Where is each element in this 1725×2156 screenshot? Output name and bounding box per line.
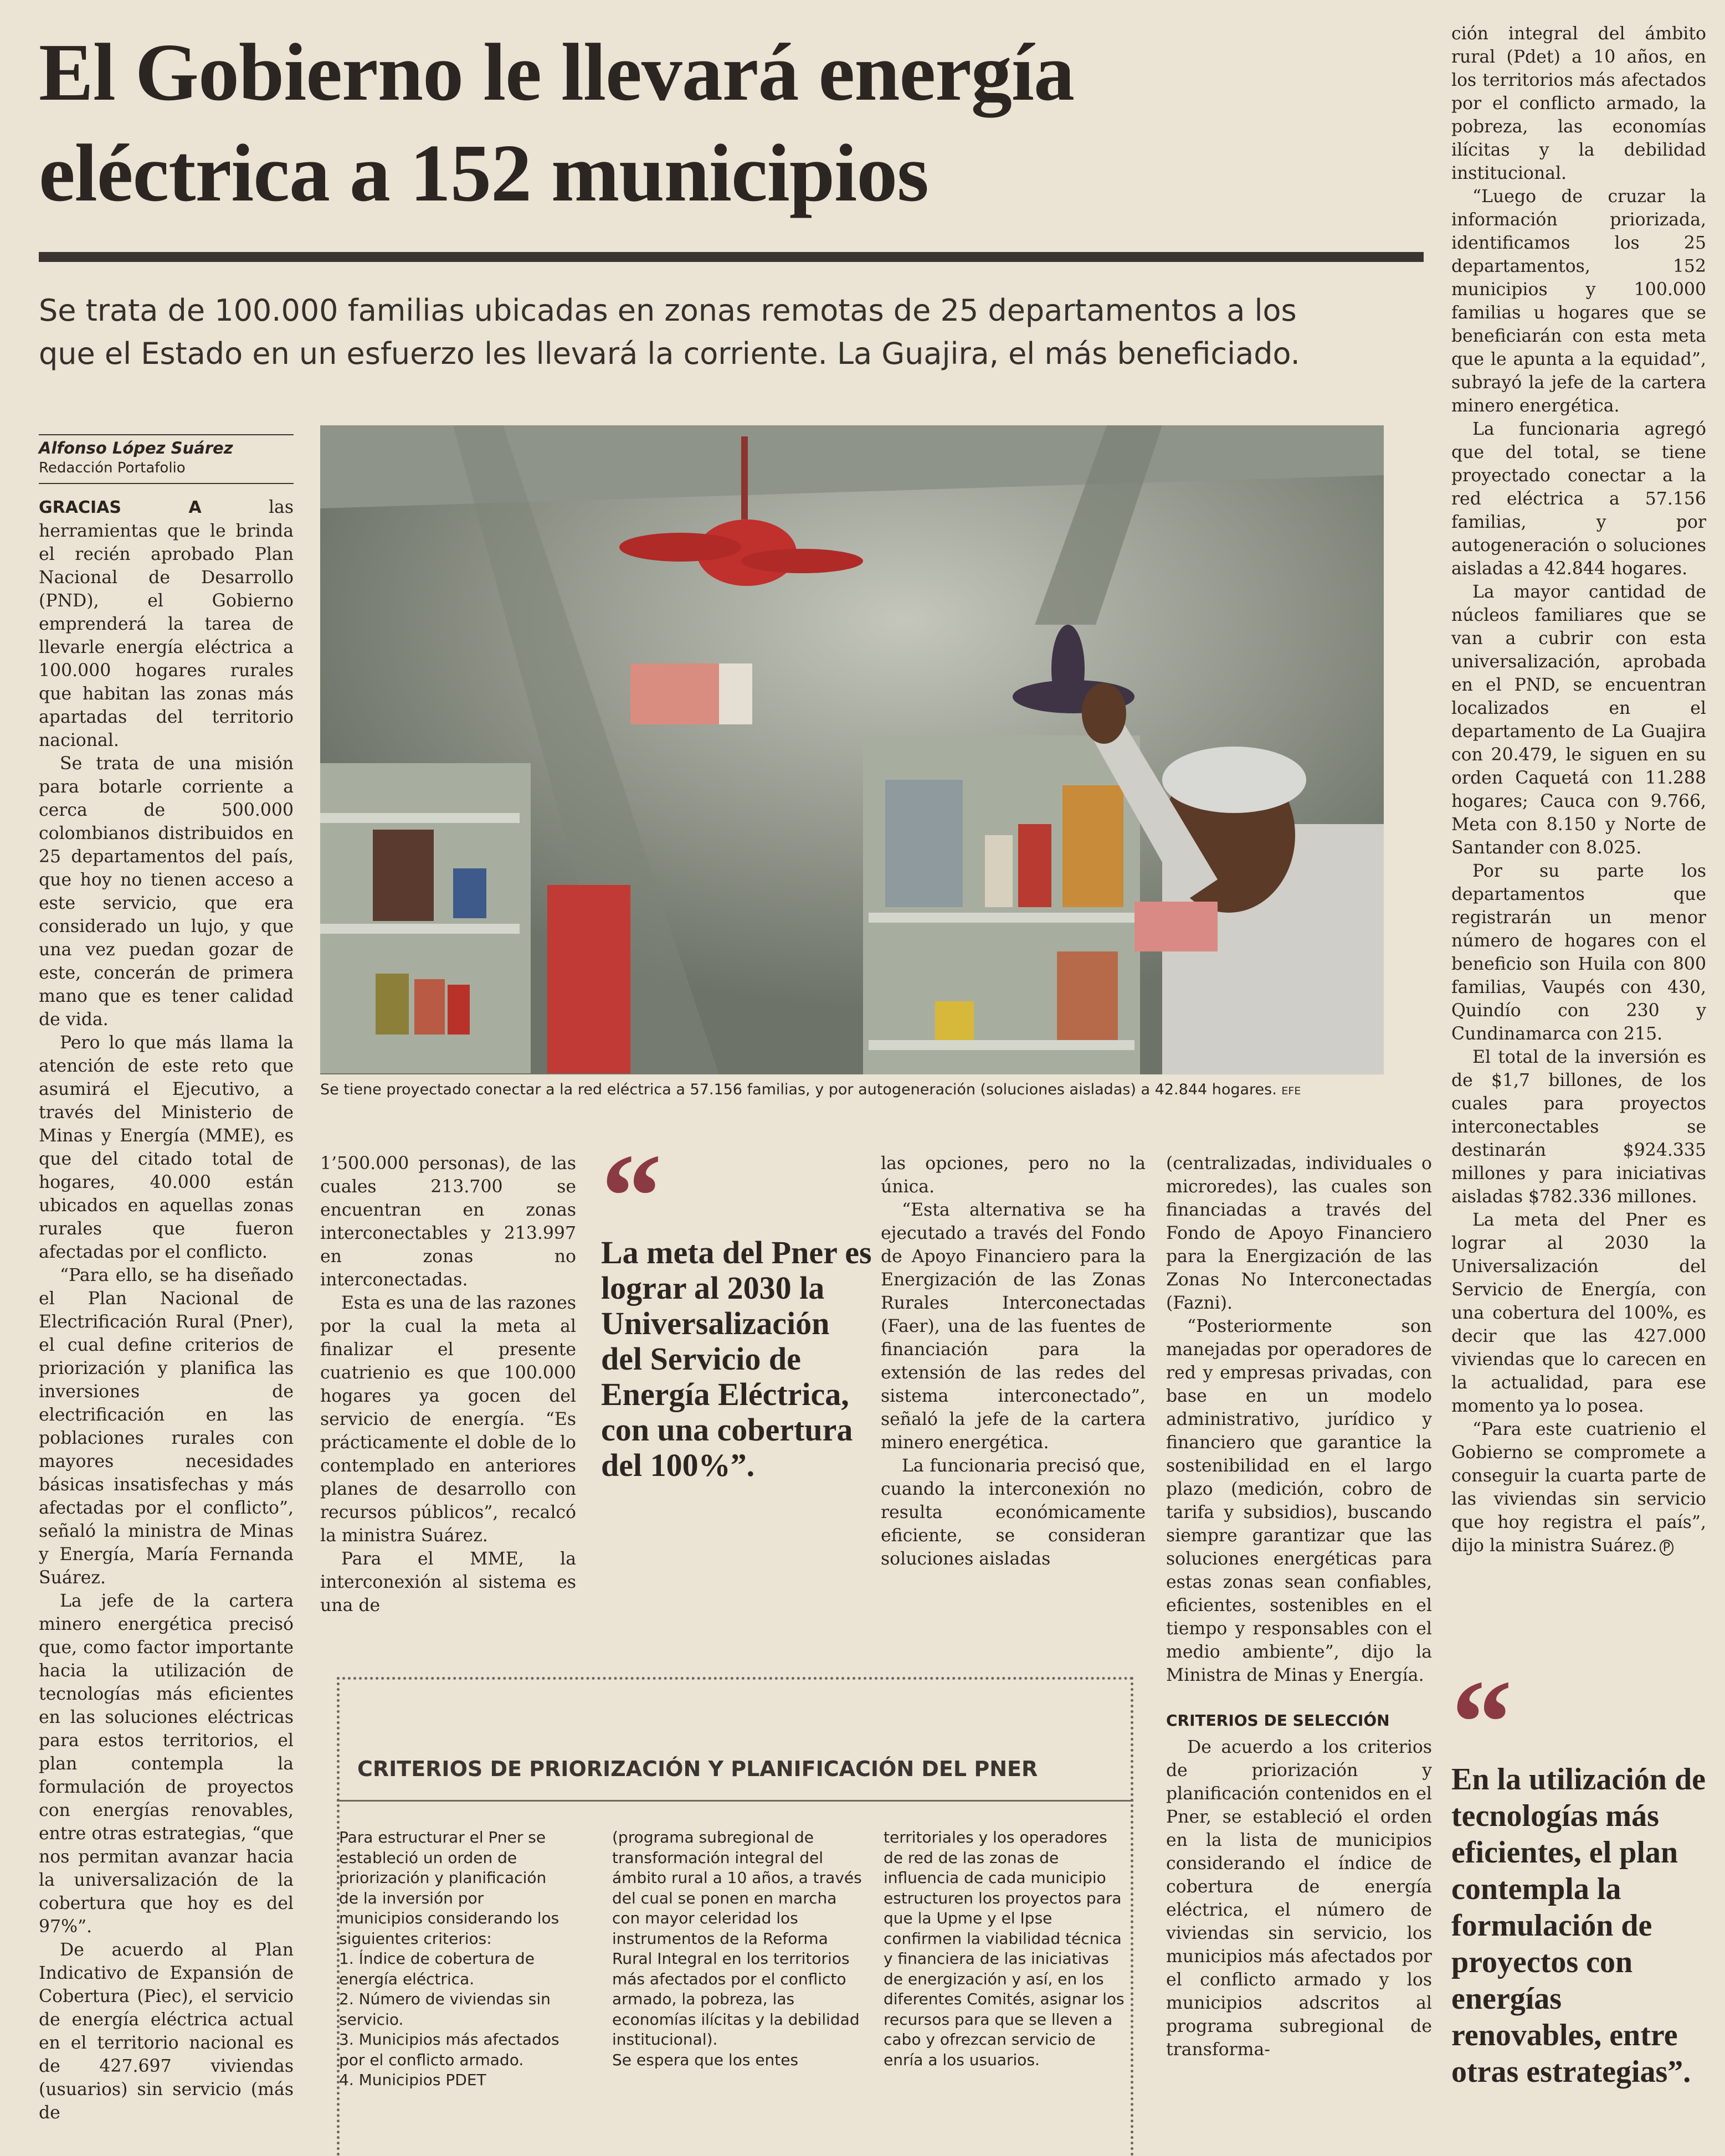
author-name: Alfonso López Suárez <box>39 439 233 457</box>
pull-quote-2-text: En la utilización de tecnologías más eficientes, el plan contempla la formulación de proyectos con energías renovables, entre otras estrategias”. <box>1451 1762 1706 2089</box>
column-4-paragraph: “Esta alternativa se ha ejecutado a través del Fondo de Apoyo Financiero para la Energización de las Zonas Rurales Interconectadas (Faer), una de las fuentes de financiación para la extensión de las redes del sistema interconectado”, señaló la jefe de la cartera minero energética. <box>881 1200 1146 1453</box>
pull-quote-1-text: La meta del Pner es lograr al 2030 la Universalización del Servicio de Energía Eléctrica, con una cobertura del 100%”. <box>601 1234 872 1483</box>
column-2-paragraph: Esta es una de las razones por la cual la meta al finalizar el presente cuatrienio es que 100.000 hogares ya gocen del servicio de energía. “Es prácticamente el doble de lo contemplado en anteriores planes de desarrollo con recursos públicos”, recalcó la ministra Suárez. <box>320 1293 576 1546</box>
headline <box>39 22 1424 224</box>
column-1-paragraph: Pero lo que más llama la atención de este reto que asumirá el Ejecutivo, a través del Ministerio de Minas y Energía (MME), es que del citado total de hogares, 40.000 están ubicados en aquellas zonas rurales que fueron afectadas por el conflicto. <box>39 1033 294 1262</box>
column-6-paragraph: El total de la inversión es de $1,7 billones, de los cuales para proyectos interconectables se destinarán $924.335 millones y para iniciativas aisladas $782.336 millones. <box>1451 1047 1706 1207</box>
column-5-paragraph: De acuerdo a los criterios de priorización y planificación contenidos en el Pner, se estableció el orden en la lista de municipios considerando el índice de cobertura de energía eléctrica, el número de viviendas sin servicio, los municipios más afectados por el conflicto armado y los municipios adscritos al programa subregional de transforma- <box>1166 1737 1432 2060</box>
caption-text: Se tiene proyectado conectar a la red eléctrica a 57.156 familias, y por autogeneración (soluciones aisladas) a 42.844 hogares. <box>320 1081 1277 1098</box>
headline-rule <box>39 252 1424 262</box>
column-4-paragraph: las opciones, pero no la única. <box>881 1154 1146 1197</box>
column-4 <box>881 1152 1146 1612</box>
photo-caption <box>320 1080 1384 1101</box>
column-2-paragraph: Para el MME, la interconexión al sistema es una de <box>320 1549 576 1615</box>
pull-quote-1 <box>601 1129 878 1483</box>
article-photo <box>320 425 1384 1074</box>
sidebar-criterion-2: 2. Número de viviendas sin servicio. <box>339 1990 551 2029</box>
sidebar-paragraph: Se espera que los entes <box>612 2050 799 2069</box>
column-5 <box>1166 1152 1432 2152</box>
sidebar-column-1 <box>339 1828 561 2152</box>
sidebar-paragraph: (programa subregional de transformación integral del ámbito rural a 10 años, a través del cual se ponen en marcha con mayor celeridad los instrumentos de la Reforma Rural Integral en los territorios más afectados por el conflicto armado, la pobreza, las economías ilícitas y la debilidad institucional). <box>612 1828 862 2049</box>
pull-quote-2 <box>1451 1655 1712 2090</box>
photo-illustration <box>320 425 1384 1074</box>
sidebar-intro: Para estructurar el Pner se estableció un orden de priorización y planificación de la inversión por municipios considerando los siguientes criterios: <box>339 1828 559 1948</box>
quote-mark-icon: “ <box>601 1129 662 1264</box>
deck <box>39 289 1424 375</box>
column-1-paragraph <box>39 496 294 752</box>
sidebar-criterion-3: 3. Municipios más afectados por el conflicto armado. <box>339 2030 559 2069</box>
column-1 <box>39 496 294 2152</box>
byline-rule-top <box>39 434 294 435</box>
column-5-paragraph: (centralizadas, individuales o microredes), las cuales son financiadas a través del Fondo de Apoyo Financiero para la Energización de las Zonas No Interconectadas (Fazni). <box>1166 1154 1432 1313</box>
headline-line-2: eléctrica a 152 municipios <box>39 128 928 219</box>
sidebar-paragraph: territoriales y los operadores de red de las zonas de influencia de cada municipio estructuren los proyectos para que la Upme y el Ipse confirmen la viabilidad técnica y financiera de las iniciativas de energización y así, en los diferentes Comités, asignar los recursos para que se lleven a cabo y ofrezcan servicio de enría a los usuarios. <box>884 1828 1125 2069</box>
column-6-paragraph: La meta del Pner es lograr al 2030 la Universalización del Servicio de Energía, con una cobertura del 100%, es decir que las 427.000 viviendas que lo carecen en la actualidad, para ese momento ya lo posea. <box>1451 1210 1706 1416</box>
closing-quote-text: “Para este cuatrienio el Gobierno se compromete a conseguir la cuarta parte de las viviendas sin servicio que hoy registra el país”, dijo la ministra Suárez. <box>1451 1419 1706 1556</box>
deck-line-1: Se trata de 100.000 familias ubicadas en zonas remotas de 25 departamentos a los <box>39 293 1297 328</box>
column-2 <box>320 1152 576 1615</box>
sidebar-column-3 <box>884 1828 1130 2152</box>
lead-text: las herramientas que le brinda el recién aprobado Plan Nacional de Desarrollo (PND), el Gobierno emprenderá la tarea de llevarle energía eléctrica a 100.000 hogares rurales que habitan las zonas más apartadas del territorio nacional. <box>39 497 294 750</box>
column-6-paragraph: “Luego de cruzar la información priorizada, identificamos los 25 departamentos, 152 municipios y 100.000 familias u hogares que se beneficiarán con esta meta que le apunta a la equidad”, subrayó la jefe de la cartera minero energética. <box>1451 187 1706 416</box>
subhead-criterios: CRITERIOS DE SELECCIÓN <box>1166 1711 1390 1730</box>
column-6 <box>1451 22 1706 1612</box>
column-1-paragraph: “Para ello, se ha diseñado el Plan Nacional de Electrificación Rural (Pner), el cual define criterios de priorización y planifica las inversiones de electrificación en las poblaciones rurales con mayores necesidades básicas insatisfechas y más afectadas por el conflicto”, señaló la ministra de Minas y Energía, María Fernanda Suárez. <box>39 1265 294 1588</box>
column-1-paragraph: De acuerdo al Plan Indicativo de Expansión de Cobertura (Piec), el servicio de energía eléctrica actual en el territorio nacional es de 427.697 viviendas (usuarios) sin servicio (más de <box>39 1940 294 2123</box>
headline-line-1: El Gobierno le llevará energía <box>39 27 1074 118</box>
quote-mark-icon: “ <box>1451 1655 1512 1790</box>
author-outlet: Redacción Portafolio <box>39 460 186 476</box>
photo-credit: EFE <box>1281 1085 1301 1097</box>
column-6-paragraph: ción integral del ámbito rural (Pdet) a 10 años, en los territorios más afectados por el conflicto armado, la pobreza, las economías ilícitas y la debilidad institucional. <box>1451 24 1706 183</box>
lead-caps: GRACIAS A <box>39 498 202 517</box>
deck-line-2: que el Estado en un esfuerzo les llevará la corriente. La Guajira, el más beneficiado. <box>39 336 1300 371</box>
sidebar-rule <box>337 1800 1133 1802</box>
sidebar-column-2 <box>612 1828 864 2152</box>
column-6-paragraph: La funcionaria agregó que del total, se tiene proyectado conectar a la red eléctrica a 57.156 familias, y por autogeneración o soluciones aisladas a 42.844 hogares. <box>1451 419 1706 579</box>
column-5-paragraph: “Posteriormente son manejadas por operadores de red y empresas privadas, con base en un modelo administrativo, jurídico y financiero que garantice la sostenibilidad en el largo plazo (medición, cobro de tarifa y subsidios), buscando siempre garantizar que las soluciones energéticas para estas zonas sean confiables, eficientes, sostenibles en el tiempo y responsables con el medio ambiente”, dijo la Ministra de Minas y Energía. <box>1166 1316 1432 1685</box>
column-6-paragraph <box>1451 1418 1706 1560</box>
sidebar-title: CRITERIOS DE PRIORIZACIÓN Y PLANIFICACIÓN DEL PNER <box>357 1757 1038 1781</box>
column-4-paragraph: La funcionaria precisó que, cuando la interconexión no resulta económicamente eficiente, se consideran soluciones aisladas <box>881 1456 1146 1569</box>
column-2-paragraph: 1’500.000 personas), de las cuales 213.700 se encuentran en zonas interconectables y 213.997 en zonas no interconectadas. <box>320 1154 576 1290</box>
sidebar-criterion-4: 4. Municipios PDET <box>339 2071 486 2089</box>
end-mark-icon: P <box>1660 1540 1673 1556</box>
column-6-paragraph: La mayor cantidad de núcleos familiares que se van a cubrir con esta universalización, aprobada en el PND, se encuentran localizados en el departamento de La Guajira con 20.479, le siguen en su orden Caquetá con 11.288 hogares; Cauca con 9.766, Meta con 8.150 y Norte de Santander con 8.025. <box>1451 582 1706 858</box>
byline <box>39 432 294 484</box>
column-1-paragraph: La jefe de la cartera minero energética precisó que, como factor importante hacia la utilización de tecnologías más eficientes en las soluciones eléctricas para estos territorios, el plan contempla la formulación de proyectos con energías renovables, entre otras estrategias, “que nos permitan avanzar hacia la universalización de la cobertura que hoy es del 97%”. <box>39 1591 294 1937</box>
column-6-paragraph: Por su parte los departamentos que registrarán un menor número de hogares con el beneficio son Huila con 800 familias, Vaupés con 430, Quindío con 230 y Cundinamarca con 215. <box>1451 861 1706 1044</box>
column-1-paragraph: Se trata de una misión para botarle corriente a cerca de 500.000 colombianos distribuidos en 25 departamentos del país, que hoy no tienen acceso a este servicio, que era considerado un lujo, y que una vez puedan gozar de este, concerán de primera mano que es tener calidad de vida. <box>39 754 294 1030</box>
sidebar-criterion-1: 1. Índice de cobertura de energía eléctrica. <box>339 1949 535 1988</box>
byline-rule-bottom <box>39 483 294 484</box>
